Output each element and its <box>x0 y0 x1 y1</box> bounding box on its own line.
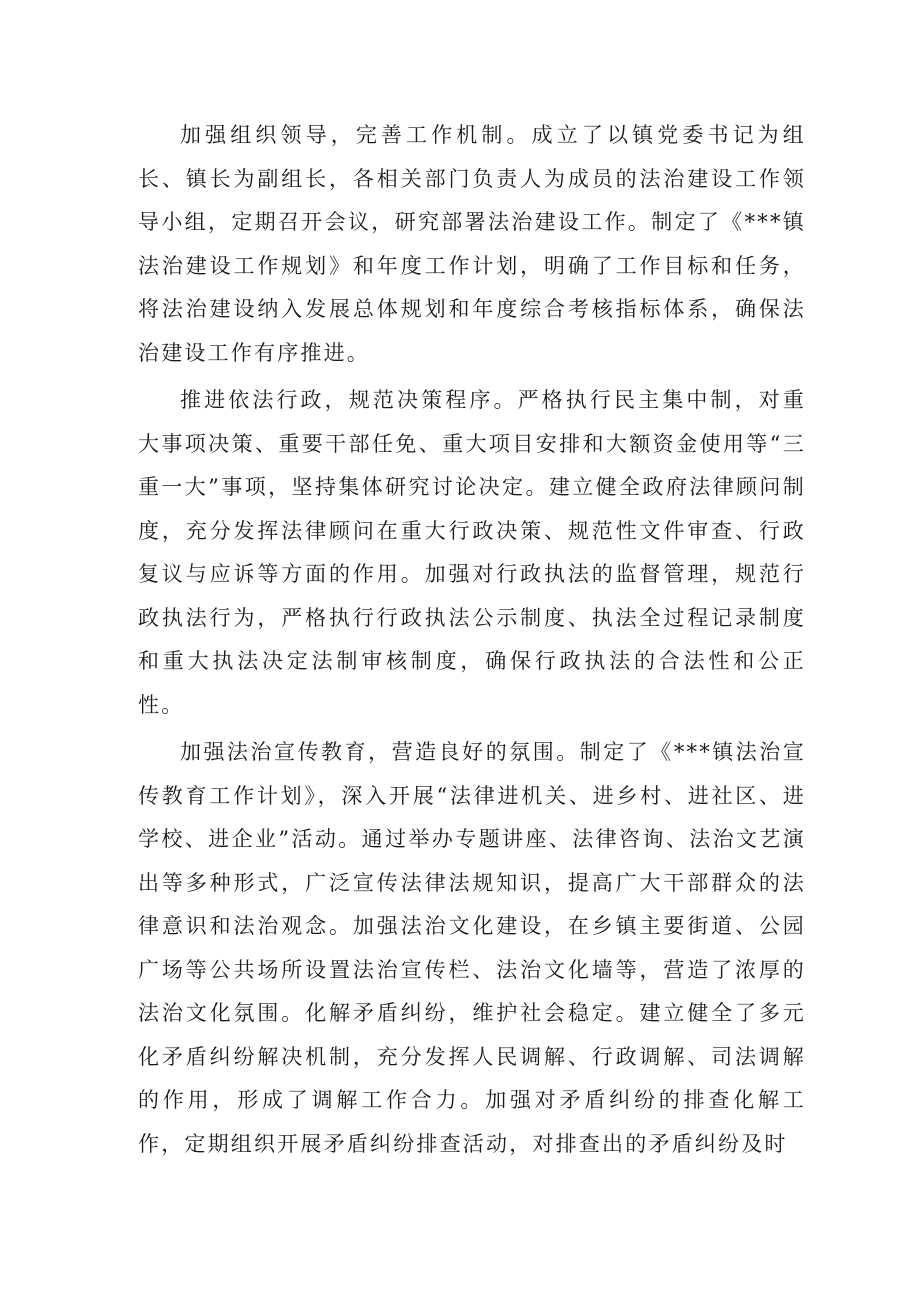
document-body <box>138 114 806 1170</box>
paragraph-organization-leadership: 加强组织领导，完善工作机制。成立了以镇党委书记为组长、镇长为副组长，各相关部门负责人为成员的法治建设工作领导小组，定期召开会议，研究部署法治建设工作。制定了《***镇法治建设工作规划》和年度工作计划，明确了工作目标和任务，将法治建设纳入发展总体规划和年度综合考核指标体系，确保法治建设工作有序推进。 <box>138 123 806 365</box>
paragraph-administration-by-law: 推进依法行政，规范决策程序。严格执行民主集中制，对重大事项决策、重要干部任免、重大项目安排和大额资金使用等“三重一大”事项，坚持集体研究讨论决定。建立健全政府法律顾问制度，充分发挥法律顾问在重大行政决策、规范性文件审查、行政复议与应诉等方面的作用。加强对行政执法的监督管理，规范行政执法行为，严格执行行政执法公示制度、执法全过程记录制度和重大执法决定法制审核制度，确保行政执法的合法性和公正性。 <box>138 388 806 717</box>
paragraph-legal-publicity: 加强法治宣传教育，营造良好的氛围。制定了《***镇法治宣传教育工作计划》，深入开展“法律进机关、进乡村、进社区、进学校、进企业”活动。通过举办专题讲座、法律咨询、法治文艺演出等多种形式，广泛宣传法律法规知识，提高广大干部群众的法律意识和法治观念。加强法治文化建设，在乡镇主要街道、公园广场等公共场所设置法治宣传栏、法治文化墙等，营造了浓厚的法治文化氛围。化解矛盾纠纷，维护社会稳定。建立健全了多元化矛盾纠纷解决机制，充分发挥人民调解、行政调解、司法调解的作用，形成了调解工作合力。加强对矛盾纠纷的排查化解工作，定期组织开展矛盾纠纷排查活动，对排查出的矛盾纠纷及时 <box>138 740 806 1156</box>
